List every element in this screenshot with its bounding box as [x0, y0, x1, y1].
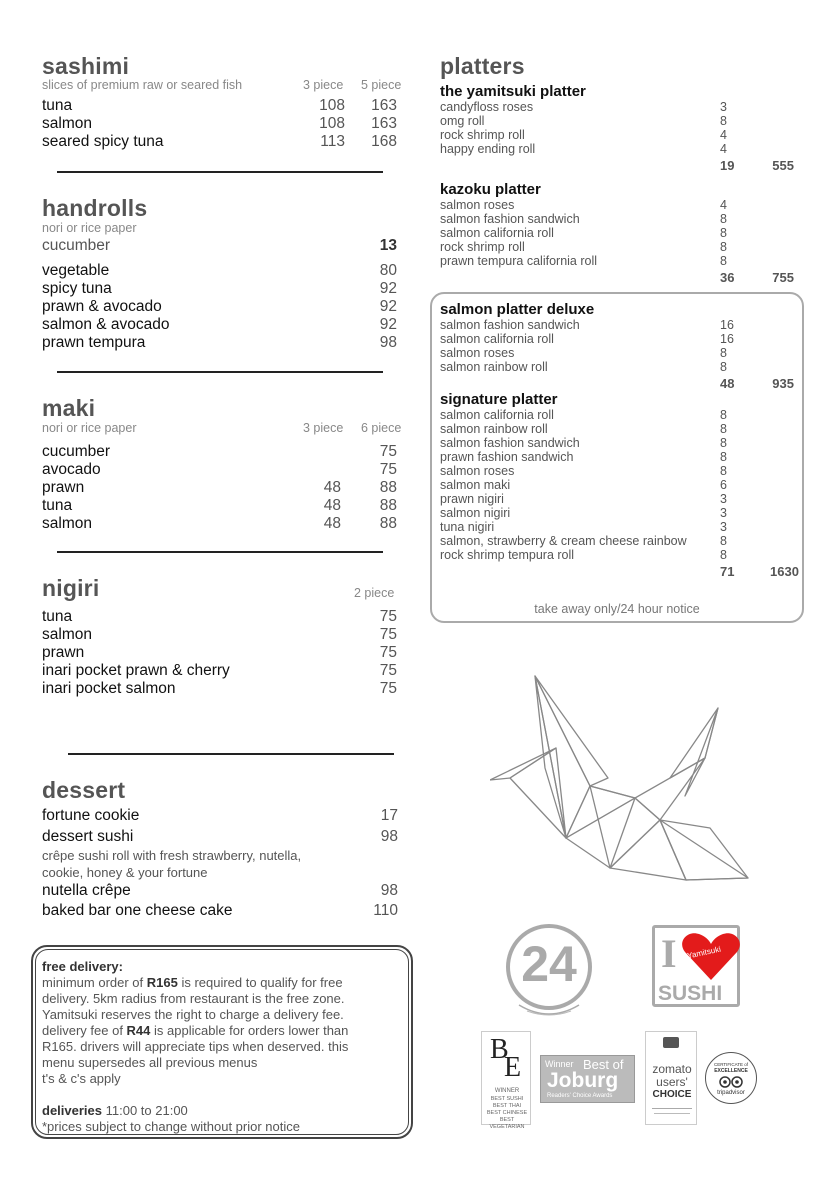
- origami-crane-icon: [490, 668, 752, 884]
- list-item: salmon california roll 8: [440, 408, 727, 422]
- dessert-list: [42, 807, 398, 920]
- list-item: salmon california roll 8: [440, 226, 727, 240]
- list-item: inari pocket prawn & cherry 75: [42, 662, 397, 679]
- maki-subtitle: nori or rice paper: [42, 421, 137, 435]
- platters-title: platters: [440, 53, 525, 79]
- list-item: tuna 108 163: [42, 97, 397, 114]
- list-item: salmon rainbow roll 8: [440, 422, 727, 436]
- years-number: 24: [521, 936, 577, 992]
- list-item: salmon fashion sandwich 8: [440, 436, 727, 450]
- platter-total: 36 755: [720, 270, 794, 285]
- list-item: salmon, strawberry & cream cheese rainbow 8: [440, 534, 727, 548]
- handrolls-subtitle: nori or rice paper: [42, 221, 137, 235]
- list-item: seared spicy tuna 113 168: [42, 133, 397, 150]
- best-of-joburg-badge: Winner Best of Joburg Readers' Choice Awards: [540, 1055, 635, 1103]
- list-item: dessert sushi 98: [42, 828, 398, 845]
- nigiri-list: [42, 608, 397, 698]
- list-item: salmon & avocado 92: [42, 316, 397, 333]
- i-love-sushi-badge: I Yamitsuki SUSHI: [652, 925, 740, 1007]
- maki-title: maki: [42, 395, 96, 421]
- list-item: salmon california roll 16: [440, 332, 734, 346]
- delivery-line: minimum order of R165 is required to qualify for free: [42, 975, 343, 990]
- platter-title: signature platter: [440, 391, 558, 408]
- list-item: fortune cookie 17: [42, 807, 398, 824]
- section-divider: [57, 371, 383, 373]
- love-sushi-text: SUSHI: [658, 982, 723, 1005]
- dessert-description: cookie, honey & your fortune: [42, 865, 208, 880]
- platter-total: 48 935: [720, 376, 794, 391]
- platter-title: the yamitsuki platter: [440, 83, 586, 100]
- sashimi-list: [42, 97, 402, 151]
- list-item: salmon 108 163: [42, 115, 397, 132]
- list-item: cucumber 75: [42, 443, 397, 460]
- list-item: omg roll 8: [440, 114, 727, 128]
- platter-total: 71 1630: [720, 564, 799, 579]
- delivery-hours: deliveries 11:00 to 21:00: [42, 1103, 188, 1118]
- list-item: salmon fashion sandwich 16: [440, 318, 734, 332]
- list-item: prawn 75: [42, 644, 397, 661]
- list-item: salmon roses 8: [440, 464, 727, 478]
- list-item: inari pocket salmon 75: [42, 680, 397, 697]
- zomato-logo-icon: [663, 1037, 679, 1048]
- zomato-badge: zomato users' CHOICE: [645, 1031, 697, 1125]
- list-item: prawn tempura california roll 8: [440, 254, 727, 268]
- delivery-line: R165. drivers will appreciate tips when deserved. this: [42, 1039, 349, 1054]
- salmon-deluxe-platter: [440, 301, 800, 392]
- section-divider: [57, 551, 383, 553]
- sashimi-col2: 5 piece: [361, 78, 402, 92]
- list-item: prawn fashion sandwich 8: [440, 450, 727, 464]
- list-item: nutella crêpe 98: [42, 882, 398, 899]
- list-item: spicy tuna 92: [42, 280, 397, 297]
- kazoku-platter: [440, 181, 800, 286]
- list-item: avocado 75: [42, 461, 397, 478]
- list-item: tuna 48 88: [42, 497, 397, 514]
- signature-platter: [440, 391, 800, 580]
- dessert-title: dessert: [42, 777, 126, 803]
- takeaway-note: take away only/24 hour notice: [534, 602, 700, 616]
- list-item: tuna 75: [42, 608, 397, 625]
- list-item: salmon nigiri 3: [440, 506, 727, 520]
- sashimi-title: sashimi: [42, 53, 130, 79]
- list-item: baked bar one cheese cake 110: [42, 902, 398, 919]
- handrolls-title: handrolls: [42, 195, 148, 221]
- section-divider: [68, 753, 394, 755]
- platter-title: salmon platter deluxe: [440, 301, 595, 318]
- sashimi-subtitle: slices of premium raw or seared fish: [42, 78, 243, 92]
- list-item: rock shrimp roll 8: [440, 240, 727, 254]
- boe-categories: BEST SUSHI BEST THAI BEST CHINESE BEST VEGETARIAN: [486, 1096, 528, 1130]
- platter-title: kazoku platter: [440, 181, 541, 198]
- maki-col2: 6 piece: [361, 421, 402, 435]
- platter-total: 19 555: [720, 158, 794, 173]
- list-item: cucumber 13: [42, 237, 397, 254]
- list-item: happy ending roll 4: [440, 142, 727, 156]
- list-item: prawn nigiri 3: [440, 492, 727, 506]
- sashimi-col1: 3 piece: [303, 78, 344, 92]
- list-item: rock shrimp tempura roll 8: [440, 548, 727, 562]
- delivery-line: delivery fee of R44 is applicable for orders lower than: [42, 1023, 349, 1038]
- list-item: salmon rainbow roll 8: [440, 360, 727, 374]
- tripadvisor-badge: CERTIFICATE of EXCELLENCE tripadvisor: [705, 1052, 757, 1104]
- list-item: salmon roses 8: [440, 346, 727, 360]
- handrolls-list: [42, 237, 397, 352]
- list-item: vegetable 80: [42, 262, 397, 279]
- delivery-line: delivery. 5km radius from restaurant is the free zone.: [42, 991, 345, 1006]
- love-brand: Yamitsuki: [686, 944, 722, 961]
- list-item: candyfloss roses 3: [440, 100, 727, 114]
- list-item: salmon fashion sandwich 8: [440, 212, 727, 226]
- boe-logo: B: [490, 1034, 509, 1065]
- prices-note: *prices subject to change without prior notice: [42, 1119, 300, 1134]
- boe-winner: WINNER: [494, 1088, 520, 1094]
- boe-badge: B E WINNER BEST SUSHI BEST THAI BEST CHINESE BEST VEGETARIAN: [481, 1031, 531, 1125]
- delivery-line: menu supersedes all previous menus: [42, 1055, 258, 1070]
- delivery-line: Yamitsuki reserves the right to charge a delivery fee.: [42, 1007, 344, 1022]
- yamitsuki-platter: [440, 83, 800, 174]
- owl-icon: [719, 1075, 743, 1089]
- list-item: salmon 48 88: [42, 515, 397, 532]
- delivery-heading: free delivery:: [42, 959, 123, 974]
- delivery-line: t's & c's apply: [42, 1071, 121, 1086]
- list-item: rock shrimp roll 4: [440, 128, 727, 142]
- maki-col1: 3 piece: [303, 421, 344, 435]
- list-item: salmon roses 4: [440, 198, 727, 212]
- list-item: salmon 75: [42, 626, 397, 643]
- list-item: tuna nigiri 3: [440, 520, 727, 534]
- section-divider: [57, 171, 383, 173]
- list-item: prawn 48 88: [42, 479, 397, 496]
- list-item: salmon maki 6: [440, 478, 727, 492]
- maki-list: [42, 443, 397, 533]
- nigiri-col: 2 piece: [354, 586, 395, 600]
- nigiri-title: nigiri: [42, 575, 100, 601]
- list-item: prawn tempura 98: [42, 334, 397, 351]
- dessert-description: crêpe sushi roll with fresh strawberry, nutella,: [42, 848, 302, 863]
- delivery-info: [42, 959, 404, 1135]
- list-item: prawn & avocado 92: [42, 298, 397, 315]
